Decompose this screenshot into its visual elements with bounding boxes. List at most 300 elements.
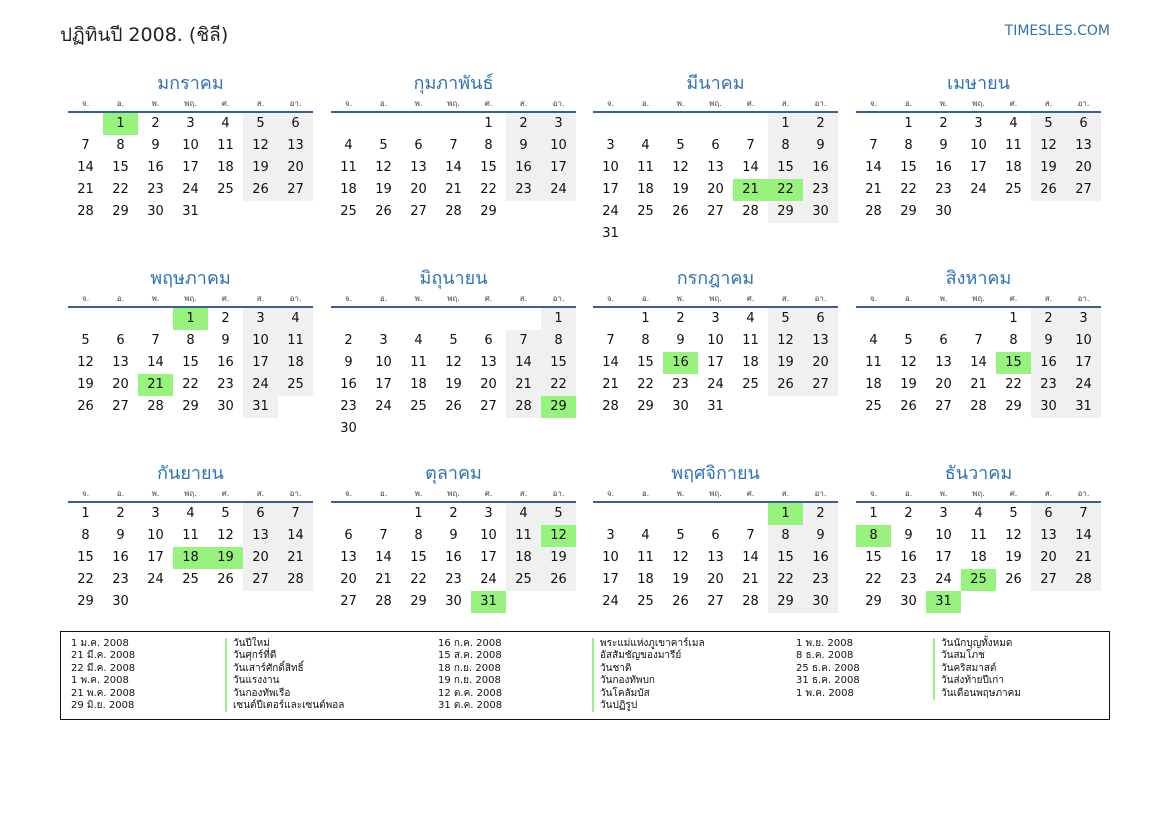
day-cell: 19 — [375, 182, 392, 197]
day-cell: 2 — [116, 506, 125, 521]
day-cell: 10 — [147, 528, 164, 543]
weekday-label: ส. — [519, 99, 528, 108]
empty-cell — [593, 308, 628, 330]
day-cell: 13 — [1031, 525, 1066, 547]
day-cell: 21 — [77, 182, 94, 197]
week-row — [331, 418, 576, 440]
day-cell: 11 — [182, 528, 199, 543]
day-cell: 13 — [243, 525, 278, 547]
day-cell: 28 — [506, 396, 541, 418]
day-cell: 13 — [707, 160, 724, 175]
week-row — [593, 113, 838, 135]
holiday-day: 29 — [541, 396, 576, 418]
weekday-label: ส. — [256, 489, 265, 498]
empty-cell — [541, 418, 576, 440]
day-cell: 5 — [379, 138, 388, 153]
empty-cell — [506, 308, 541, 330]
weekday-label: พ. — [676, 489, 685, 498]
holiday-date: 1 พ.ค. 2008 — [796, 687, 854, 699]
empty-cell — [331, 113, 366, 135]
day-cell: 3 — [541, 113, 576, 135]
week-row — [331, 352, 576, 374]
day-cell: 12 — [672, 550, 689, 565]
weekday-label: อ. — [641, 294, 650, 303]
day-cell: 27 — [410, 204, 427, 219]
weekday-header — [593, 292, 838, 308]
weekday-label: พฤ. — [972, 99, 985, 108]
day-cell: 6 — [711, 138, 720, 153]
empty-cell — [103, 308, 138, 330]
holiday-name: วันสมโภช — [933, 650, 1021, 662]
weekday-header — [68, 292, 313, 308]
day-cell: 28 — [970, 399, 987, 414]
day-cell: 20 — [935, 377, 952, 392]
day-cell: 28 — [1066, 569, 1101, 591]
empty-cell — [278, 201, 313, 223]
day-cell: 14 — [1066, 525, 1101, 547]
empty-cell — [278, 396, 313, 418]
holiday-name: วันศุกร์ที่ดี — [225, 650, 344, 662]
day-cell: 2 — [221, 311, 230, 326]
day-cell: 30 — [147, 204, 164, 219]
day-cell: 5 — [81, 333, 90, 348]
day-cell: 5 — [768, 308, 803, 330]
day-cell: 29 — [900, 204, 917, 219]
day-cell: 23 — [147, 182, 164, 197]
day-cell: 8 — [186, 333, 195, 348]
day-cell: 17 — [1066, 352, 1101, 374]
day-cell: 29 — [768, 591, 803, 613]
day-cell: 9 — [344, 355, 353, 370]
day-cell: 15 — [865, 550, 882, 565]
day-cell: 31 — [602, 226, 619, 241]
holiday-name: วันส่งท้ายปีเก่า — [933, 675, 1021, 687]
day-cell: 29 — [410, 594, 427, 609]
weekday-label: จ. — [869, 489, 878, 498]
empty-cell — [366, 503, 401, 525]
day-cell: 19 — [672, 182, 689, 197]
day-cell: 18 — [506, 547, 541, 569]
day-cell: 6 — [414, 138, 423, 153]
day-cell: 11 — [865, 355, 882, 370]
day-cell: 10 — [1066, 330, 1101, 352]
month-calendar — [856, 461, 1101, 613]
month-calendar — [856, 266, 1101, 418]
empty-cell — [471, 418, 506, 440]
week-row — [331, 330, 576, 352]
day-cell: 5 — [676, 528, 685, 543]
day-cell: 20 — [340, 572, 357, 587]
weekday-label: อา. — [552, 294, 565, 303]
day-cell: 14 — [970, 355, 987, 370]
weekday-label: พฤ. — [184, 489, 197, 498]
weekday-label: อา. — [814, 294, 827, 303]
empty-cell — [628, 503, 663, 525]
site-link[interactable]: TIMESLES.COM — [1004, 23, 1110, 39]
day-cell: 9 — [803, 135, 838, 157]
week-row — [331, 396, 576, 418]
week-row — [331, 591, 576, 613]
weekday-label: พ. — [414, 99, 423, 108]
day-cell: 6 — [1031, 503, 1066, 525]
empty-cell — [278, 591, 313, 613]
week-row — [593, 569, 838, 591]
day-cell: 12 — [375, 160, 392, 175]
day-cell: 25 — [506, 569, 541, 591]
week-row — [331, 503, 576, 525]
day-cell: 21 — [506, 374, 541, 396]
week-row — [68, 113, 313, 135]
day-cell: 15 — [768, 547, 803, 569]
empty-cell — [698, 223, 733, 245]
weekday-header — [856, 292, 1101, 308]
day-cell: 13 — [1066, 135, 1101, 157]
empty-cell — [768, 396, 803, 418]
day-cell: 10 — [602, 550, 619, 565]
empty-cell — [733, 223, 768, 245]
weekday-label: อา. — [1077, 294, 1090, 303]
holiday-day: 8 — [856, 525, 891, 547]
empty-cell — [733, 503, 768, 525]
day-cell: 22 — [637, 377, 654, 392]
day-cell: 14 — [602, 355, 619, 370]
day-cell: 9 — [939, 138, 948, 153]
week-row — [593, 223, 838, 245]
day-cell: 8 — [414, 528, 423, 543]
day-cell: 14 — [375, 550, 392, 565]
day-cell: 7 — [379, 528, 388, 543]
weekday-label: พ. — [151, 489, 160, 498]
day-cell: 1 — [81, 506, 90, 521]
week-row — [68, 569, 313, 591]
empty-cell — [401, 418, 436, 440]
day-cell: 8 — [1009, 333, 1018, 348]
day-cell: 27 — [480, 399, 497, 414]
day-cell: 26 — [900, 399, 917, 414]
empty-cell — [366, 418, 401, 440]
week-row — [856, 503, 1101, 525]
holiday-day: 22 — [768, 179, 803, 201]
day-cell: 30 — [935, 204, 952, 219]
day-cell: 30 — [445, 594, 462, 609]
day-cell: 11 — [506, 525, 541, 547]
month-calendar — [331, 461, 576, 613]
weekday-label: อา. — [552, 489, 565, 498]
week-row — [68, 374, 313, 396]
day-cell: 12 — [217, 528, 234, 543]
weekday-label: พ. — [151, 294, 160, 303]
day-cell: 25 — [410, 399, 427, 414]
weekday-header — [593, 97, 838, 113]
day-cell: 17 — [602, 572, 619, 587]
day-cell: 5 — [243, 113, 278, 135]
weekday-header — [331, 487, 576, 503]
day-cell: 7 — [746, 528, 755, 543]
weekday-label: พ. — [414, 489, 423, 498]
day-cell: 12 — [1005, 528, 1022, 543]
day-cell: 16 — [1031, 352, 1066, 374]
week-row — [68, 503, 313, 525]
weekday-label: ส. — [1044, 489, 1053, 498]
day-cell: 29 — [112, 204, 129, 219]
day-cell: 28 — [77, 204, 94, 219]
day-cell: 18 — [742, 355, 759, 370]
empty-cell — [698, 113, 733, 135]
day-cell: 30 — [900, 594, 917, 609]
day-cell: 2 — [904, 506, 913, 521]
holiday-name: วันโคลัมบัส — [592, 688, 705, 700]
weekday-label: ส. — [519, 294, 528, 303]
day-cell: 8 — [484, 138, 493, 153]
day-cell: 27 — [935, 399, 952, 414]
empty-cell — [628, 113, 663, 135]
day-cell: 16 — [506, 157, 541, 179]
empty-cell — [803, 396, 838, 418]
day-cell: 25 — [865, 399, 882, 414]
week-row — [593, 525, 838, 547]
day-cell: 24 — [243, 374, 278, 396]
empty-cell — [996, 201, 1031, 223]
month-name: กันยายน — [157, 463, 224, 484]
day-cell: 15 — [637, 355, 654, 370]
weekday-label: จ. — [606, 489, 615, 498]
empty-cell — [1066, 591, 1101, 613]
day-cell: 1 — [414, 506, 423, 521]
day-cell: 26 — [375, 204, 392, 219]
empty-cell — [208, 591, 243, 613]
weekday-label: ศ. — [1009, 99, 1018, 108]
day-cell: 29 — [865, 594, 882, 609]
empty-cell — [698, 503, 733, 525]
holiday-date: 12 ต.ค. 2008 — [438, 687, 503, 699]
day-cell: 10 — [182, 138, 199, 153]
weekday-label: ส. — [781, 294, 790, 303]
week-row — [331, 157, 576, 179]
day-cell: 19 — [672, 572, 689, 587]
day-cell: 20 — [707, 182, 724, 197]
weekday-label: พฤ. — [972, 489, 985, 498]
weekday-label: ส. — [256, 99, 265, 108]
day-cell: 24 — [375, 399, 392, 414]
day-cell: 3 — [186, 116, 195, 131]
empty-cell — [138, 591, 173, 613]
day-cell: 9 — [221, 333, 230, 348]
week-row — [593, 374, 838, 396]
day-cell: 9 — [676, 333, 685, 348]
empty-cell — [243, 591, 278, 613]
day-cell: 9 — [151, 138, 160, 153]
week-row — [331, 113, 576, 135]
day-cell: 7 — [151, 333, 160, 348]
week-row — [331, 569, 576, 591]
day-cell: 23 — [900, 572, 917, 587]
day-cell: 18 — [217, 160, 234, 175]
day-cell: 11 — [970, 528, 987, 543]
holiday-name: วันปีใหม่ — [225, 638, 344, 650]
empty-cell — [331, 503, 366, 525]
weekday-label: ส. — [1044, 99, 1053, 108]
holiday-legend — [60, 631, 1110, 720]
day-cell: 24 — [480, 572, 497, 587]
day-cell: 26 — [217, 572, 234, 587]
day-cell: 29 — [77, 594, 94, 609]
week-row — [856, 525, 1101, 547]
week-row — [593, 157, 838, 179]
day-cell: 20 — [707, 572, 724, 587]
legend-names-col-2 — [592, 638, 705, 712]
day-cell: 24 — [707, 377, 724, 392]
week-row — [856, 179, 1101, 201]
day-cell: 7 — [81, 138, 90, 153]
holiday-name: วันกองทัพเรือ — [225, 688, 344, 700]
day-cell: 16 — [147, 160, 164, 175]
weekday-label: ส. — [256, 294, 265, 303]
day-cell: 17 — [707, 355, 724, 370]
empty-cell — [401, 113, 436, 135]
day-cell: 7 — [1066, 503, 1101, 525]
week-row — [593, 330, 838, 352]
day-cell: 12 — [77, 355, 94, 370]
day-cell: 17 — [182, 160, 199, 175]
day-cell: 19 — [77, 377, 94, 392]
week-row — [593, 503, 838, 525]
day-cell: 9 — [449, 528, 458, 543]
day-cell: 10 — [541, 135, 576, 157]
weekday-label: อ. — [379, 294, 388, 303]
week-row — [331, 179, 576, 201]
day-cell: 30 — [803, 201, 838, 223]
day-cell: 22 — [182, 377, 199, 392]
day-cell: 24 — [147, 572, 164, 587]
weekday-label: อ. — [379, 489, 388, 498]
week-row — [856, 113, 1101, 135]
weekday-label: อ. — [641, 99, 650, 108]
weekday-label: จ. — [81, 489, 90, 498]
day-cell: 15 — [480, 160, 497, 175]
day-cell: 23 — [1031, 374, 1066, 396]
day-cell: 3 — [1066, 308, 1101, 330]
day-cell: 22 — [865, 572, 882, 587]
day-cell: 30 — [1031, 396, 1066, 418]
day-cell: 5 — [221, 506, 230, 521]
day-cell: 27 — [1066, 179, 1101, 201]
week-row — [593, 201, 838, 223]
weekday-label: ศ. — [221, 99, 230, 108]
weekday-label: พ. — [151, 99, 160, 108]
day-cell: 5 — [904, 333, 913, 348]
day-cell: 7 — [606, 333, 615, 348]
day-cell: 17 — [935, 550, 952, 565]
month-name: กุมภาพันธ์ — [413, 73, 494, 94]
day-cell: 12 — [900, 355, 917, 370]
holiday-name: วันนักบุญทั้งหมด — [933, 638, 1021, 650]
day-cell: 25 — [278, 374, 313, 396]
day-cell: 14 — [742, 160, 759, 175]
month-calendar — [593, 461, 838, 613]
day-cell: 26 — [1005, 572, 1022, 587]
empty-cell — [506, 418, 541, 440]
month-name: พฤศจิกายน — [671, 463, 760, 484]
empty-cell — [68, 308, 103, 330]
weekday-label: อา. — [814, 489, 827, 498]
day-cell: 30 — [340, 421, 357, 436]
day-cell: 11 — [637, 550, 654, 565]
day-cell: 12 — [243, 135, 278, 157]
week-row — [331, 201, 576, 223]
day-cell: 16 — [900, 550, 917, 565]
empty-cell — [593, 503, 628, 525]
holiday-name: วันปฏิรูป — [592, 700, 705, 712]
day-cell: 22 — [541, 374, 576, 396]
day-cell: 18 — [340, 182, 357, 197]
weekday-label: อ. — [904, 489, 913, 498]
week-row — [593, 396, 838, 418]
weekday-header — [593, 487, 838, 503]
empty-cell — [243, 201, 278, 223]
day-cell: 23 — [672, 377, 689, 392]
empty-cell — [471, 308, 506, 330]
holiday-name: วันแรงงาน — [225, 675, 344, 687]
weekday-label: จ. — [344, 294, 353, 303]
day-cell: 27 — [803, 374, 838, 396]
month-name: พฤษภาคม — [150, 268, 231, 289]
holiday-date: 19 ก.ย. 2008 — [438, 675, 501, 687]
day-cell: 1 — [1009, 311, 1018, 326]
day-cell: 27 — [1031, 569, 1066, 591]
day-cell: 14 — [865, 160, 882, 175]
weekday-label: พ. — [676, 294, 685, 303]
day-cell: 12 — [445, 355, 462, 370]
holiday-date: 22 มี.ค. 2008 — [71, 662, 136, 674]
day-cell: 23 — [217, 377, 234, 392]
day-cell: 19 — [243, 157, 278, 179]
empty-cell — [138, 308, 173, 330]
day-cell: 13 — [480, 355, 497, 370]
weekday-label: พฤ. — [184, 99, 197, 108]
holiday-day: 1 — [768, 503, 803, 525]
day-cell: 4 — [344, 138, 353, 153]
month-calendar — [593, 266, 838, 418]
day-cell: 26 — [768, 374, 803, 396]
week-row — [331, 547, 576, 569]
day-cell: 11 — [340, 160, 357, 175]
day-cell: 21 — [1066, 547, 1101, 569]
day-cell: 10 — [243, 330, 278, 352]
empty-cell — [436, 308, 471, 330]
month-calendar — [593, 71, 838, 245]
day-cell: 27 — [278, 179, 313, 201]
weekday-label: พฤ. — [709, 294, 722, 303]
legend-names-col-3 — [933, 638, 1021, 700]
day-cell: 9 — [116, 528, 125, 543]
day-cell: 26 — [243, 179, 278, 201]
day-cell: 29 — [768, 201, 803, 223]
holiday-date: 16 ก.ค. 2008 — [438, 638, 502, 649]
day-cell: 29 — [480, 204, 497, 219]
day-cell: 5 — [1009, 506, 1018, 521]
day-cell: 27 — [243, 569, 278, 591]
day-cell: 31 — [182, 204, 199, 219]
empty-cell — [663, 503, 698, 525]
day-cell: 2 — [506, 113, 541, 135]
empty-cell — [961, 591, 996, 613]
legend-names-col-1 — [225, 638, 344, 712]
week-row — [856, 330, 1101, 352]
empty-cell — [856, 113, 891, 135]
week-row — [68, 135, 313, 157]
empty-cell — [593, 113, 628, 135]
empty-cell — [628, 223, 663, 245]
